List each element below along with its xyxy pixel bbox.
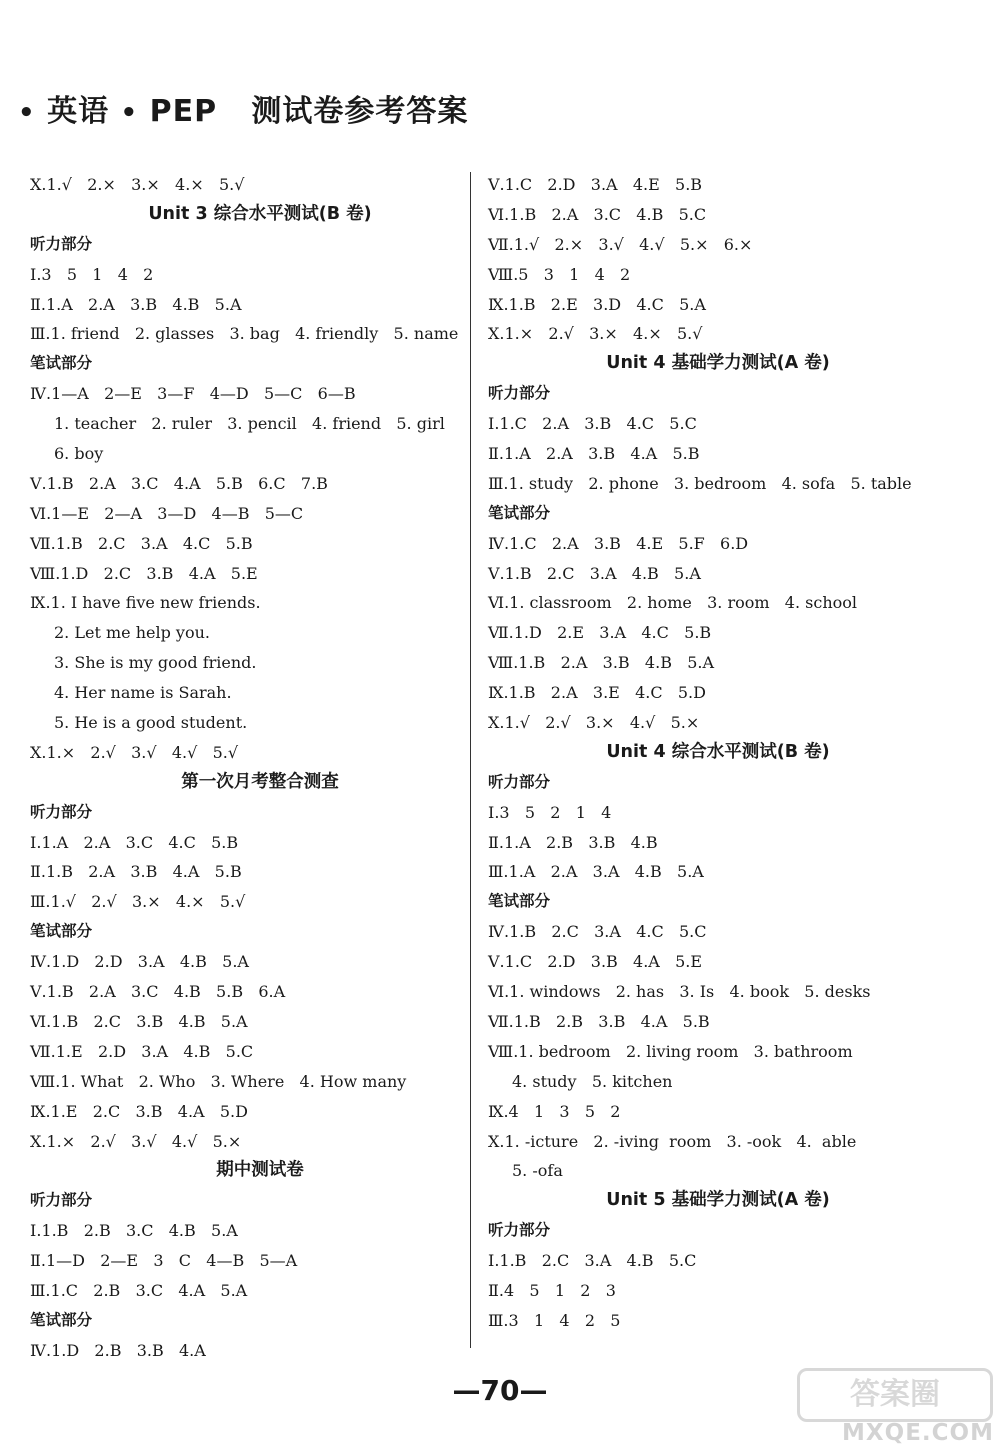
section-heading: 笔试部分: [30, 922, 93, 941]
section-heading: 听力部分: [488, 1221, 551, 1240]
answer-line: Ⅸ.1. I have five new friends.: [30, 593, 261, 613]
right-answer-column: [488, 170, 948, 1336]
section-heading: 听力部分: [30, 802, 93, 821]
section-heading: 笔试部分: [30, 1310, 93, 1329]
answer-line: Ⅳ.1.D 2.D 3.A 4.B 5.A: [30, 952, 249, 972]
answer-line-continued: 3. She is my good friend.: [54, 653, 257, 673]
answer-line: Ⅱ.1—D 2—E 3 C 4—B 5—A: [30, 1251, 298, 1271]
answer-line: Ⅱ.1.B 2.A 3.B 4.A 5.B: [30, 862, 242, 882]
answer-line: Ⅹ.1. -icture 2. -iving room 3. -ook 4. able: [488, 1131, 857, 1151]
section-heading: 笔试部分: [488, 503, 551, 522]
header-bullet: •: [18, 98, 36, 128]
answer-line: Ⅷ.1.B 2.A 3.B 4.B 5.A: [488, 653, 715, 673]
answer-line: Ⅵ.1.B 2.A 3.C 4.B 5.C: [488, 204, 707, 224]
answer-line: Ⅲ.1. friend 2. glasses 3. bag 4. friendly 5. name: [30, 324, 459, 344]
answer-line-continued: 5. -ofa: [512, 1161, 563, 1181]
answer-line: Ⅵ.1—E 2—A 3—D 4—B 5—C: [30, 503, 304, 523]
answer-line: Ⅰ.1.B 2.B 3.C 4.B 5.A: [30, 1221, 238, 1241]
answer-line: Ⅰ.3 5 1 4 2: [30, 264, 154, 284]
answer-line: Ⅹ.1.× 2.√ 3.× 4.× 5.√: [488, 324, 703, 344]
answer-line: Ⅹ.1.× 2.√ 3.√ 4.√ 5.×: [30, 1131, 242, 1151]
test-title: Unit 5 基础学力测试(A 卷): [606, 1190, 830, 1211]
answer-line: Ⅸ.1.E 2.C 3.B 4.A 5.D: [30, 1101, 248, 1121]
answer-line: Ⅲ.1.A 2.A 3.A 4.B 5.A: [488, 862, 704, 882]
answer-line: Ⅵ.1.B 2.C 3.B 4.B 5.A: [30, 1011, 248, 1031]
test-title: Unit 3 综合水平测试(B 卷): [148, 203, 372, 224]
answer-line: Ⅱ.1.A 2.A 3.B 4.B 5.A: [30, 294, 242, 314]
answer-line: Ⅷ.1. bedroom 2. living room 3. bathroom: [488, 1041, 853, 1061]
answer-line: Ⅷ.1.D 2.C 3.B 4.A 5.E: [30, 563, 258, 583]
watermark-logo: 答案圈: [797, 1368, 993, 1422]
answer-line: Ⅴ.1.C 2.D 3.B 4.A 5.E: [488, 952, 703, 972]
answer-line: Ⅹ.1.√ 2.√ 3.× 4.√ 5.×: [488, 713, 700, 733]
answer-line: Ⅸ.1.B 2.A 3.E 4.C 5.D: [488, 683, 706, 703]
test-title: 第一次月考整合测查: [181, 771, 339, 792]
answer-line: Ⅴ.1.B 2.A 3.C 4.B 5.B 6.A: [30, 982, 286, 1002]
section-heading: 听力部分: [488, 772, 551, 791]
answer-line: Ⅲ.1. study 2. phone 3. bedroom 4. sofa 5. table: [488, 473, 912, 493]
answer-line: Ⅷ.5 3 1 4 2: [488, 264, 631, 284]
watermark-site: MXQE.COM: [842, 1420, 994, 1446]
page-header: [18, 86, 468, 130]
answer-line: Ⅵ.1. classroom 2. home 3. room 4. school: [488, 593, 858, 613]
answer-line: Ⅳ.1.B 2.C 3.A 4.C 5.C: [488, 922, 707, 942]
test-title: 期中测试卷: [216, 1160, 304, 1181]
answer-line: Ⅰ.3 5 2 1 4: [488, 802, 612, 822]
answer-line: Ⅶ.1.B 2.C 3.A 4.C 5.B: [30, 533, 253, 553]
answer-line: Ⅲ.1.C 2.B 3.C 4.A 5.A: [30, 1280, 248, 1300]
section-heading: 听力部分: [488, 384, 551, 403]
answer-line: Ⅵ.1. windows 2. has 3. Is 4. book 5. desks: [488, 982, 871, 1002]
answer-line: Ⅹ.1.√ 2.× 3.× 4.× 5.√: [30, 175, 245, 194]
answer-line: Ⅳ.1.D 2.B 3.B 4.A: [30, 1340, 206, 1360]
watermark: [779, 1368, 994, 1448]
section-heading: 笔试部分: [488, 892, 551, 911]
answer-line-continued: 4. Her name is Sarah.: [54, 683, 232, 703]
answer-line: Ⅶ.1.D 2.E 3.A 4.C 5.B: [488, 623, 712, 643]
answer-line: Ⅲ.1.√ 2.√ 3.× 4.× 5.√: [30, 892, 246, 912]
answer-line: Ⅸ.1.B 2.E 3.D 4.C 5.A: [488, 294, 706, 314]
answer-line: Ⅶ.1.E 2.D 3.A 4.B 5.C: [30, 1041, 254, 1061]
header-edition: PEP: [149, 94, 218, 129]
section-heading: 听力部分: [30, 234, 93, 253]
answer-line-continued: 2. Let me help you.: [54, 623, 210, 643]
section-heading: 笔试部分: [30, 354, 93, 373]
answer-line-continued: 4. study 5. kitchen: [512, 1071, 673, 1091]
test-title: Unit 4 综合水平测试(B 卷): [606, 741, 830, 762]
answer-line: Ⅳ.1—A 2—E 3—F 4—D 5—C 6—B: [30, 384, 356, 404]
header-title: 测试卷参考答案: [251, 94, 469, 129]
answer-line: Ⅱ.1.A 2.A 3.B 4.A 5.B: [488, 444, 700, 464]
answer-line: Ⅱ.1.A 2.B 3.B 4.B: [488, 832, 658, 852]
section-heading: 听力部分: [30, 1191, 93, 1210]
answer-line: Ⅹ.1.× 2.√ 3.√ 4.√ 5.√: [30, 742, 239, 762]
answer-line: Ⅴ.1.B 2.C 3.A 4.B 5.A: [488, 563, 701, 583]
answer-line: Ⅳ.1.C 2.A 3.B 4.E 5.F 6.D: [488, 533, 749, 553]
answer-line: Ⅴ.1.B 2.A 3.C 4.A 5.B 6.C 7.B: [30, 473, 328, 493]
answer-line: Ⅸ.4 1 3 5 2: [488, 1101, 621, 1121]
column-divider: [470, 172, 471, 1348]
answer-line: Ⅴ.1.C 2.D 3.A 4.E 5.B: [488, 175, 703, 194]
test-title: Unit 4 基础学力测试(A 卷): [606, 353, 830, 374]
answer-line-continued: 5. He is a good student.: [54, 713, 248, 733]
answer-line: Ⅰ.1.B 2.C 3.A 4.B 5.C: [488, 1251, 697, 1271]
answer-line: Ⅷ.1. What 2. Who 3. Where 4. How many: [30, 1071, 407, 1091]
answer-line-continued: 1. teacher 2. ruler 3. pencil 4. friend 5. girl: [54, 414, 445, 434]
left-answer-column: [30, 170, 490, 1366]
answer-line: Ⅶ.1.√ 2.× 3.√ 4.√ 5.× 6.×: [488, 234, 753, 254]
answer-line-continued: 6. boy: [54, 444, 104, 464]
answer-line: Ⅶ.1.B 2.B 3.B 4.A 5.B: [488, 1011, 710, 1031]
page-number: —70—: [452, 1374, 548, 1407]
header-separator: •: [120, 98, 139, 128]
answer-line: Ⅱ.4 5 1 2 3: [488, 1280, 616, 1300]
header-subject: 英语: [47, 94, 110, 129]
answer-line: Ⅰ.1.C 2.A 3.B 4.C 5.C: [488, 414, 697, 434]
answer-line: Ⅰ.1.A 2.A 3.C 4.C 5.B: [30, 832, 239, 852]
answer-line: Ⅲ.3 1 4 2 5: [488, 1310, 621, 1330]
